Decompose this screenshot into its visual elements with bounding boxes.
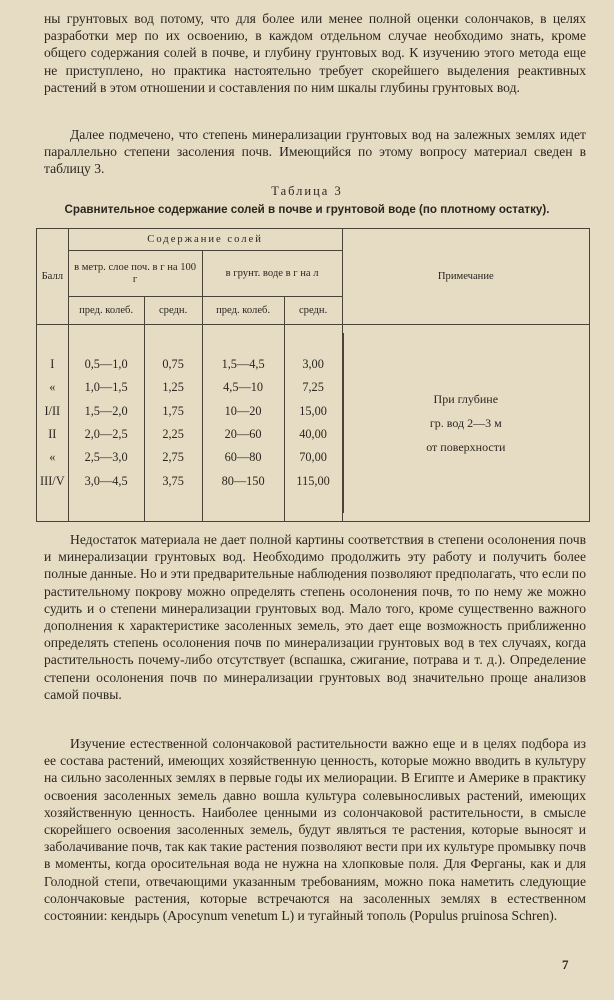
cell-soil-range: 2,0—2,5 [84, 427, 128, 441]
header-water-mean: средн. [284, 297, 342, 325]
cell-water-range: 1,5—4,5 [221, 356, 265, 371]
column-water-range [202, 325, 284, 522]
column-soil-mean [144, 325, 202, 522]
cell-water-range: 60—80 [224, 450, 262, 465]
note-line: от поверхности [426, 440, 506, 454]
cell-water-mean: 115,00 [296, 473, 330, 488]
cell-soil-mean: 0,75 [162, 356, 184, 371]
column-water-mean [284, 325, 342, 522]
header-soil-range: пред. колеб. [68, 297, 144, 325]
cell-water-mean: 7,25 [302, 380, 324, 395]
cell-ball: I/II [44, 403, 61, 418]
cell-water-range: 4,5—10 [223, 380, 264, 395]
header-water-range: пред. колеб. [202, 297, 284, 325]
cell-soil-mean: 1,25 [162, 380, 184, 395]
cell-soil-range: 2,5—3,0 [84, 450, 128, 465]
cell-water-mean: 70,00 [299, 450, 327, 465]
cell-water-range: 20—60 [224, 427, 262, 441]
brace-mark [343, 333, 350, 513]
cell-soil-range: 3,0—4,5 [84, 473, 128, 488]
cell-ball: « [49, 380, 56, 395]
table-body-row [37, 325, 590, 522]
table-subtitle: Сравнительное содержание солей в почве и грунтовой воде (по плотному остатку). [64, 203, 550, 216]
cell-water-range: 10—20 [224, 403, 262, 418]
cell-soil-range: 1,0—1,5 [84, 380, 128, 395]
cell-soil-range: 1,5—2,0 [84, 403, 128, 418]
header-salts: Содержание солей [68, 229, 342, 251]
note-line: гр. вод 2—3 м [429, 416, 502, 430]
cell-water-mean: 3,00 [302, 356, 324, 371]
table-title: Таблица 3 [271, 184, 343, 198]
column-ball [37, 325, 69, 522]
cell-water-mean: 15,00 [299, 403, 327, 418]
header-ball: Балл [37, 229, 69, 325]
header-soil: в метр. слое поч. в г на 100 г [68, 251, 202, 297]
cell-soil-mean: 2,75 [162, 450, 184, 465]
cell-ball: « [49, 450, 56, 465]
header-soil-mean: средн. [144, 297, 202, 325]
paragraph-fourth: Изучение естественной солончаковой растительности важно еще и в целях подбора из ее состава растений, имеющих хозяйственную ценность, которые можно вводить в культуру на сильно засоленных землях в первые годы их мелиорации. В Египте и Америке в практику освоения засоленных земель давно вошла культура солевыносливых растений, имеющих хозяйственную ценность. Наиболее ценными из солончаковой растительности, в смысле скорейшего освоения засоленных земель, будут являться те растения, которые выносят и заболачивание почв, так как такие растения позволяют вести при их культуре промывку почв в моменты, когда оросительная вода не нужна на хлопковые поля. Для Ферганы, как и для Голодной степи, отвечающими указанным требованиям, можно пока наметить следующие солончаковые растения, которые встречаются на засоленных землях в естественном состоянии: кендырь (Apocynum venetum L) и тугайный тополь (Populus pruinosa Schren). [44, 736, 586, 924]
cell-ball: II [48, 427, 57, 441]
paragraph-second: Далее подмечено, что степень минерализации грунтовых вод на залежных землях идет параллельно степени засоления почв. Имеющийся по этому вопросу материал сведен в таблицу 3. [44, 127, 586, 177]
cell-water-mean: 40,00 [299, 427, 327, 441]
column-note [342, 325, 589, 522]
column-soil-range [68, 325, 144, 522]
cell-water-range: 80—150 [221, 473, 265, 488]
cell-soil-mean: 3,75 [162, 473, 184, 488]
cell-ball: I [50, 356, 55, 371]
page-number: 7 [562, 957, 569, 972]
salt-content-table [36, 228, 590, 522]
header-water: в грунт. воде в г на л [202, 251, 342, 297]
header-note: Примечание [342, 229, 589, 325]
cell-soil-mean: 2,25 [162, 427, 184, 441]
cell-soil-mean: 1,75 [162, 403, 184, 418]
cell-soil-range: 0,5—1,0 [84, 356, 128, 371]
paragraph-third: Недостаток материала не дает полной картины соответствия в степени осолонения почв и минерализации грунтовых вод. Необходимо продолжить эту работу и получить более полные данные. Но и эти предварительные наблюдения позволяют предполагать, что если по растительному покрову можно определять степень осолонения почв, то по нему же можно судить и о степени минерализации грунтовых вод. Мало того, кроме существенно важного дополнения к характеристике засоленных земель, это дает еще возможность приближенно определять степень осолонения почв по минерализации грунтовых вод в тех случаях, когда растительность почему-либо отсутствует (вспашка, сжигание, потрава и т. д.). Определение степени осолонения почв по минерализации грунтовых вод значительно проще анализов самой почвы. [44, 532, 586, 702]
paragraph-intro: ны грунтовых вод потому, что для более или менее полной оценки солончаков, в целях разработки мер по их освоению, в каждом отдельном случае необходимо знать, кроме общего содержания солей в почве, и глубину грунтовых вод. К изучению этого метода еще не приступлено, но практика настоятельно требует скорейшего выделения реактивных растений в этом отношении и составления по ним шкалы глубины грунтовых вод. [44, 11, 586, 95]
note-line: При глубине [433, 392, 499, 406]
cell-ball: III/V [40, 473, 65, 488]
